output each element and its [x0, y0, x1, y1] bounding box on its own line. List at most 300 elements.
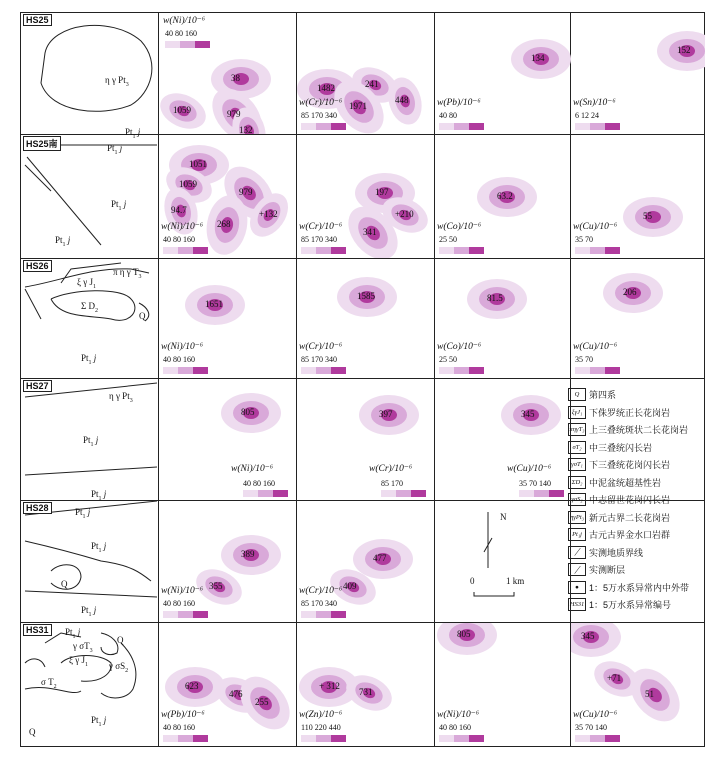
color-scale-bar: [301, 123, 346, 130]
anomaly-value: 341: [363, 227, 377, 237]
scale-ticks: 85 170 340: [301, 355, 337, 364]
geology-unit-label: [69, 655, 88, 668]
scale-swatch: [396, 490, 411, 497]
map-row-2: [20, 258, 705, 378]
geology-panel: [21, 12, 159, 140]
legend-text: 实测断层: [589, 565, 626, 576]
geology-unit-label: [125, 127, 140, 140]
legend-text: 下侏罗统正长花岗岩: [589, 407, 671, 418]
color-scale-bar: [165, 41, 210, 48]
anomaly-value: 206: [623, 287, 637, 297]
scale-swatch: [605, 247, 620, 254]
scale-swatch: [575, 735, 590, 742]
legend-text: 第四系: [589, 390, 617, 401]
color-scale-bar: [163, 247, 208, 254]
scale-one-km: 1 km: [506, 576, 525, 586]
geology-unit-label: [109, 391, 133, 404]
anomaly-value: 448: [395, 95, 409, 105]
scale-swatch: [301, 367, 316, 374]
anomaly-value: 1971: [349, 101, 367, 111]
anomaly-value: 55: [643, 211, 652, 221]
scale-swatch: [605, 735, 620, 742]
anomaly-id: HS25: [23, 14, 52, 26]
color-scale-bar: [301, 247, 346, 254]
anomaly-value: 355: [209, 581, 223, 591]
geology-unit-label: [91, 715, 106, 728]
color-scale-bar: [301, 367, 346, 374]
geology-unit-label: [111, 199, 126, 212]
element-panel: [297, 622, 435, 746]
element-panel: [159, 622, 297, 746]
anomaly-id: HS28: [23, 502, 52, 514]
unit-code: Q: [61, 579, 68, 589]
anomaly-id: HS25南: [23, 136, 61, 151]
legend-item: [568, 596, 708, 614]
scale-swatch: [469, 247, 484, 254]
element-label: w(Cr)/10⁻⁶: [299, 342, 343, 352]
unit-sub: 1: [114, 149, 118, 156]
scale-swatch: [575, 367, 590, 374]
anomaly-value: 397: [379, 409, 393, 419]
geology-panel: [21, 500, 159, 622]
legend-symbol: ●: [568, 581, 586, 594]
scale-swatch: [165, 41, 180, 48]
geology-unit-label: [41, 677, 57, 690]
unit-suffix: j: [65, 235, 71, 245]
scale-ticks: 35 70 140: [519, 479, 551, 488]
scale-swatch: [193, 735, 208, 742]
scale-ticks: 40 80 160: [243, 479, 275, 488]
anomaly-value: 1051: [189, 159, 207, 169]
scale-swatch: [454, 367, 469, 374]
unit-suffix: j: [91, 605, 97, 615]
unit-sub: 2: [125, 667, 129, 674]
element-panel: [435, 378, 571, 500]
element-label: w(Ni)/10⁻⁶: [161, 222, 204, 232]
unit-code: Pt: [83, 435, 91, 445]
anomaly-value: 1651: [205, 299, 223, 309]
legend-item: [568, 474, 708, 492]
scale-swatch: [316, 735, 331, 742]
scale-swatch: [316, 123, 331, 130]
scale-swatch: [193, 247, 208, 254]
color-scale-bar: [575, 367, 620, 374]
unit-code: Pt: [81, 353, 89, 363]
scale-swatch: [316, 247, 331, 254]
unit-sub: 1: [98, 495, 102, 502]
scale-ticks: 6 12 24: [575, 111, 599, 120]
element-label: w(Co)/10⁻⁶: [437, 342, 482, 352]
unit-code: γ σS: [109, 661, 126, 671]
scale-ticks: 85 170 340: [301, 235, 337, 244]
color-scale-bar: [439, 367, 484, 374]
geology-unit-label: [105, 75, 129, 88]
color-scale-bar: [439, 247, 484, 254]
anomaly-value: 81.5: [487, 293, 503, 303]
unit-sub: 1: [82, 513, 86, 520]
unit-code: ξ γ J: [77, 277, 93, 287]
unit-sub: 1: [62, 241, 66, 248]
anomaly-value: 1482: [317, 83, 335, 93]
legend-text: 古元古界金水口岩群: [589, 530, 671, 541]
unit-suffix: j: [85, 507, 91, 517]
element-label: w(Cr)/10⁻⁶: [299, 222, 343, 232]
scale-ticks: 40 80 160: [165, 29, 197, 38]
anomaly-value: 389: [241, 549, 255, 559]
unit-code: Pt: [111, 199, 119, 209]
legend-symbol: ΣD₂: [568, 476, 586, 489]
scale-ticks: 40 80 160: [163, 235, 195, 244]
element-label: w(Zn)/10⁻⁶: [299, 710, 343, 720]
scale-swatch: [163, 367, 178, 374]
scale-swatch: [178, 247, 193, 254]
geology-unit-label: [65, 627, 80, 640]
unit-code: η γ Pt: [105, 75, 126, 85]
anomaly-value: 134: [531, 53, 545, 63]
element-label: w(Cr)/10⁻⁶: [299, 586, 343, 596]
legend-text: 上三叠统斑状二长花岗岩: [589, 425, 689, 436]
scale-swatch: [469, 735, 484, 742]
scale-ticks: 35 70 140: [575, 723, 607, 732]
unit-code: π η γ T: [113, 267, 139, 277]
scale-zero: 0: [470, 576, 475, 586]
legend-text: 实测地质界线: [589, 547, 644, 558]
color-scale-bar: [163, 367, 208, 374]
scale-swatch: [178, 611, 193, 618]
anomaly-value: 268: [217, 219, 231, 229]
geology-unit-label: [107, 143, 122, 156]
scale-swatch: [301, 123, 316, 130]
unit-sub: 1: [98, 721, 102, 728]
anomaly-value: 197: [375, 187, 389, 197]
scale-swatch: [193, 611, 208, 618]
element-panel: [159, 258, 297, 378]
unit-sub: 3: [89, 647, 93, 654]
unit-code: Pt: [91, 715, 99, 725]
element-panel: [297, 134, 435, 258]
geology-unit-label: [81, 301, 98, 314]
anomaly-value: 255: [255, 697, 269, 707]
element-label: w(Sn)/10⁻⁶: [573, 98, 616, 108]
scale-ticks: 25 50: [439, 235, 457, 244]
element-panel: [571, 12, 705, 134]
scale-swatch: [469, 367, 484, 374]
scale-swatch: [178, 367, 193, 374]
anomaly-value: 979: [227, 109, 241, 119]
geology-unit-label: [139, 311, 146, 324]
geology-unit-label: [81, 605, 96, 618]
legend-symbol: πηγT₃: [568, 423, 586, 436]
anomaly-value: 805: [241, 407, 255, 417]
unit-suffix: j: [101, 715, 107, 725]
unit-code: η γ Pt: [109, 391, 130, 401]
scale-swatch: [301, 611, 316, 618]
geology-unit-label: [61, 579, 68, 592]
scale-swatch: [454, 247, 469, 254]
anomaly-value: 1585: [357, 291, 375, 301]
anomaly-value: +210: [395, 209, 414, 219]
anomaly-id: HS27: [23, 380, 52, 392]
anomaly-value: 1059: [179, 179, 197, 189]
unit-code: Pt: [55, 235, 63, 245]
legend-item: [568, 544, 708, 562]
anomaly-value: 152: [677, 45, 691, 55]
element-label: w(Ni)/10⁻⁶: [231, 464, 274, 474]
anomaly-value: 345: [581, 631, 595, 641]
geology-panel: [21, 378, 159, 500]
anomaly-value: 731: [359, 687, 373, 697]
legend-item: [568, 439, 708, 457]
scale-ticks: 110 220 440: [301, 723, 341, 732]
color-scale-bar: [301, 611, 346, 618]
scale-swatch: [439, 247, 454, 254]
scale-swatch: [193, 367, 208, 374]
unit-code: Pt: [75, 507, 83, 517]
scale-swatch: [195, 41, 210, 48]
unit-sub: 1: [98, 547, 102, 554]
scale-swatch: [301, 735, 316, 742]
anomaly-value: 51: [645, 689, 654, 699]
geology-lines: [21, 135, 159, 259]
scale-swatch: [163, 735, 178, 742]
scale-ticks: 40 80 160: [163, 723, 195, 732]
element-panel: [159, 378, 297, 500]
element-label: w(Cu)/10⁻⁶: [573, 710, 618, 720]
geology-unit-label: [75, 507, 90, 520]
anomaly-value: 476: [229, 689, 243, 699]
unit-sub: 1: [72, 633, 76, 640]
unit-suffix: j: [117, 143, 123, 153]
unit-sub: 1: [118, 205, 122, 212]
scale-ticks: 40 80 160: [163, 355, 195, 364]
legend-symbol: ηγPt₃: [568, 511, 586, 524]
unit-sub: 3: [138, 273, 142, 280]
color-scale-bar: [301, 735, 346, 742]
unit-sub: 3: [129, 397, 133, 404]
geology-lines: [21, 13, 159, 135]
unit-code: Pt: [91, 541, 99, 551]
scale-swatch: [243, 490, 258, 497]
element-label: w(Pb)/10⁻⁶: [437, 98, 481, 108]
geology-panel: [21, 622, 159, 746]
scale-swatch: [331, 123, 346, 130]
element-label: w(Cr)/10⁻⁶: [369, 464, 413, 474]
anomaly-value: + 312: [319, 681, 340, 691]
anomaly-value: 241: [365, 79, 379, 89]
geology-panel: [21, 134, 159, 258]
color-scale-bar: [439, 123, 484, 130]
geology-unit-label: [117, 635, 124, 648]
unit-code: Pt: [91, 489, 99, 499]
scale-swatch: [469, 123, 484, 130]
scale-swatch: [273, 490, 288, 497]
legend-item: [568, 456, 708, 474]
anomaly-value: +71: [607, 673, 622, 683]
scale-ticks: 35 70: [575, 235, 593, 244]
legend-item: [568, 509, 708, 527]
north-label: N: [500, 512, 507, 522]
geology-unit-label: [109, 661, 128, 674]
geology-unit-label: [29, 727, 36, 740]
unit-sub: 1: [85, 661, 88, 668]
scale-swatch: [163, 247, 178, 254]
unit-sub: 2: [53, 683, 57, 690]
anomaly-value: 38: [231, 73, 240, 83]
scale-swatch: [331, 367, 346, 374]
unit-suffix: j: [101, 489, 107, 499]
anomaly-value: 979: [239, 187, 253, 197]
legend-text: 新元古界二长花岗岩: [589, 512, 671, 523]
legend-symbol: ╱: [568, 563, 586, 576]
color-scale-bar: [575, 735, 620, 742]
scale-swatch: [590, 247, 605, 254]
scale-swatch: [590, 123, 605, 130]
scale-swatch: [178, 735, 193, 742]
scale-swatch: [519, 490, 534, 497]
element-panel: [159, 134, 297, 258]
scale-swatch: [549, 490, 564, 497]
unit-suffix: j: [121, 199, 127, 209]
geology-unit-label: [91, 489, 106, 502]
legend-item: [568, 386, 708, 404]
anomaly-value: 623: [185, 681, 199, 691]
element-panel: [571, 134, 705, 258]
anomaly-contours: [297, 379, 435, 501]
unit-sub: 2: [95, 307, 98, 314]
anomaly-id: HS26: [23, 260, 52, 272]
legend-text: 中志留世花岗闪长岩: [589, 495, 671, 506]
color-scale-bar: [381, 490, 426, 497]
anomaly-value: 94.7: [171, 205, 187, 215]
scale-ticks: 40 80: [439, 111, 457, 120]
color-scale-bar: [163, 735, 208, 742]
scale-swatch: [301, 247, 316, 254]
element-panel: [159, 12, 297, 134]
legend-text: 1：5万水系异常编号: [589, 600, 672, 611]
element-panel: [297, 378, 435, 500]
anomaly-value: 132: [239, 125, 253, 135]
legend-symbol: ╱: [568, 546, 586, 559]
legend-item: [568, 404, 708, 422]
legend-text: 下三叠统花岗闪长岩: [589, 460, 671, 471]
legend-text: 中三叠统闪长岩: [589, 442, 653, 453]
unit-sub: 1: [88, 611, 92, 618]
scale-swatch: [258, 490, 273, 497]
unit-sub: 1: [90, 441, 94, 448]
legend-text: 1：5万水系异常内中外带: [589, 582, 690, 593]
grid-bottom: [20, 746, 705, 747]
scale-swatch: [439, 123, 454, 130]
unit-sub: 1: [88, 359, 92, 366]
unit-suffix: j: [91, 353, 97, 363]
unit-sub: 1: [132, 133, 136, 140]
color-scale-bar: [575, 247, 620, 254]
scale-swatch: [180, 41, 195, 48]
scale-swatch: [605, 123, 620, 130]
legend-item: [568, 526, 708, 544]
unit-code: ξ γ J: [69, 655, 85, 665]
element-label: w(Cr)/10⁻⁶: [299, 98, 343, 108]
element-panel: [435, 622, 571, 746]
scale-ticks: 40 80 160: [439, 723, 471, 732]
geology-panel: [21, 258, 159, 378]
scale-swatch: [590, 367, 605, 374]
map-row-5: [20, 622, 705, 746]
element-panel: [435, 258, 571, 378]
scale-swatch: [163, 611, 178, 618]
scale-ticks: 25 50: [439, 355, 457, 364]
anomaly-value: 345: [521, 409, 535, 419]
unit-code: Q: [139, 311, 146, 321]
unit-code: Pt: [65, 627, 73, 637]
unit-code: Pt: [107, 143, 115, 153]
element-label: w(Co)/10⁻⁶: [437, 222, 482, 232]
scale-swatch: [381, 490, 396, 497]
scale-swatch: [331, 611, 346, 618]
element-panel: [435, 12, 571, 134]
element-label: w(Ni)/10⁻⁶: [161, 586, 204, 596]
element-label: w(Ni)/10⁻⁶: [163, 16, 206, 26]
geology-unit-label: [55, 235, 70, 248]
legend-item: [568, 491, 708, 509]
anomaly-value: 477: [373, 553, 387, 563]
scale-swatch: [331, 735, 346, 742]
scale-swatch: [316, 611, 331, 618]
element-panel: [297, 12, 435, 134]
geology-unit-label: [83, 435, 98, 448]
anomaly-id: HS31: [23, 624, 52, 636]
element-panel: [297, 500, 435, 622]
unit-sub: 3: [125, 81, 129, 88]
element-panel: [571, 258, 705, 378]
scale-ticks: 35 70: [575, 355, 593, 364]
legend-item: [568, 421, 708, 439]
legend: [568, 386, 708, 614]
element-panel: [159, 500, 297, 622]
anomaly-value: +132: [259, 209, 278, 219]
unit-suffix: j: [93, 435, 99, 445]
legend-symbol: γσT₁: [568, 458, 586, 471]
scale-ticks: 85 170 340: [301, 111, 337, 120]
anomaly-value: 409: [343, 581, 357, 591]
legend-symbol: HS31: [568, 598, 586, 611]
color-scale-bar: [575, 123, 620, 130]
anomaly-value: 1059: [173, 105, 191, 115]
legend-item: [568, 561, 708, 579]
scale-swatch: [439, 735, 454, 742]
unit-code: Σ D: [81, 301, 95, 311]
legend-item: [568, 579, 708, 597]
unit-code: Pt: [125, 127, 133, 137]
map-row-0: [20, 12, 705, 140]
scale-swatch: [575, 247, 590, 254]
map-row-1: [20, 134, 705, 258]
geology-unit-label: [113, 267, 141, 280]
legend-symbol: Q: [568, 388, 586, 401]
unit-code: Q: [29, 727, 36, 737]
scale-swatch: [575, 123, 590, 130]
scale-swatch: [454, 123, 469, 130]
element-panel: [297, 258, 435, 378]
unit-code: σ T: [41, 677, 54, 687]
element-label: w(Ni)/10⁻⁶: [161, 342, 204, 352]
scale-swatch: [590, 735, 605, 742]
unit-code: γ σT: [73, 641, 90, 651]
scale-ticks: 85 170: [381, 479, 403, 488]
unit-code: Pt: [81, 605, 89, 615]
color-scale-bar: [439, 735, 484, 742]
scale-ticks: 40 80 160: [163, 599, 195, 608]
